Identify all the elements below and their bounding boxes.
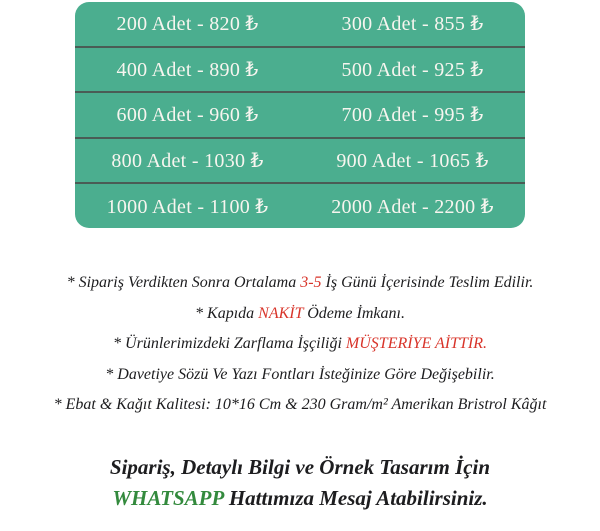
note-text: * Davetiye Sözü Ve Yazı Fontları İsteğinize Göre Değişebilir. — [105, 365, 495, 383]
note-text: Ödeme İmkanı. — [303, 304, 405, 322]
price-cell: 700 Adet - 995 ₺ — [341, 104, 484, 127]
cta-line-1: Sipariş, Detaylı Bilgi ve Örnek Tasarım İçin — [109, 455, 491, 479]
price-table-row — [75, 182, 525, 228]
note-line-delivery — [0, 268, 600, 299]
highlight-red-text: NAKİT — [258, 304, 304, 322]
notes-section — [0, 268, 600, 421]
note-line-fonts — [0, 360, 600, 391]
whatsapp-text: WHATSAPP — [112, 486, 224, 510]
price-table — [75, 2, 525, 228]
note-text: * Sipariş Verdikten Sonra Ortalama — [66, 274, 301, 291]
cta-text: Hattımıza Mesaj Atabilirsiniz. — [223, 486, 488, 510]
note-text: * Ebat & Kağıt Kalitesi: 10*16 Cm & 230 Gram/m² Amerikan Bristrol Kâğıt — [53, 396, 547, 414]
note-line-envelope — [0, 329, 600, 360]
price-cell: 200 Adet - 820 ₺ — [116, 13, 259, 36]
price-table-row — [75, 91, 525, 137]
price-cell: 600 Adet - 960 ₺ — [116, 104, 259, 127]
note-line-payment — [0, 299, 600, 330]
price-cell: 800 Adet - 1030 ₺ — [111, 150, 264, 173]
note-text: * Ürünlerimizdeki Zarflama İşçiliği — [113, 335, 346, 353]
price-cell: 300 Adet - 855 ₺ — [341, 13, 484, 36]
price-cell: 400 Adet - 890 ₺ — [116, 58, 259, 81]
price-cell: 900 Adet - 1065 ₺ — [336, 150, 489, 173]
price-table-row — [75, 137, 525, 183]
highlight-red-text: MÜŞTERİYE AİTTİR. — [345, 335, 487, 353]
price-cell: 500 Adet - 925 ₺ — [341, 58, 484, 81]
cta-line-2 — [0, 483, 600, 514]
cta-section — [0, 452, 600, 514]
price-cell: 2000 Adet - 2200 ₺ — [331, 195, 494, 218]
note-line-paper — [0, 390, 600, 421]
highlight-red-text: 3-5 — [300, 274, 322, 291]
price-table-row — [75, 2, 525, 46]
note-text: İş Günü İçerisinde Teslim Edilir. — [321, 274, 534, 291]
price-table-row — [75, 46, 525, 92]
note-text: * Kapıda — [195, 304, 259, 322]
price-cell: 1000 Adet - 1100 ₺ — [106, 195, 269, 218]
